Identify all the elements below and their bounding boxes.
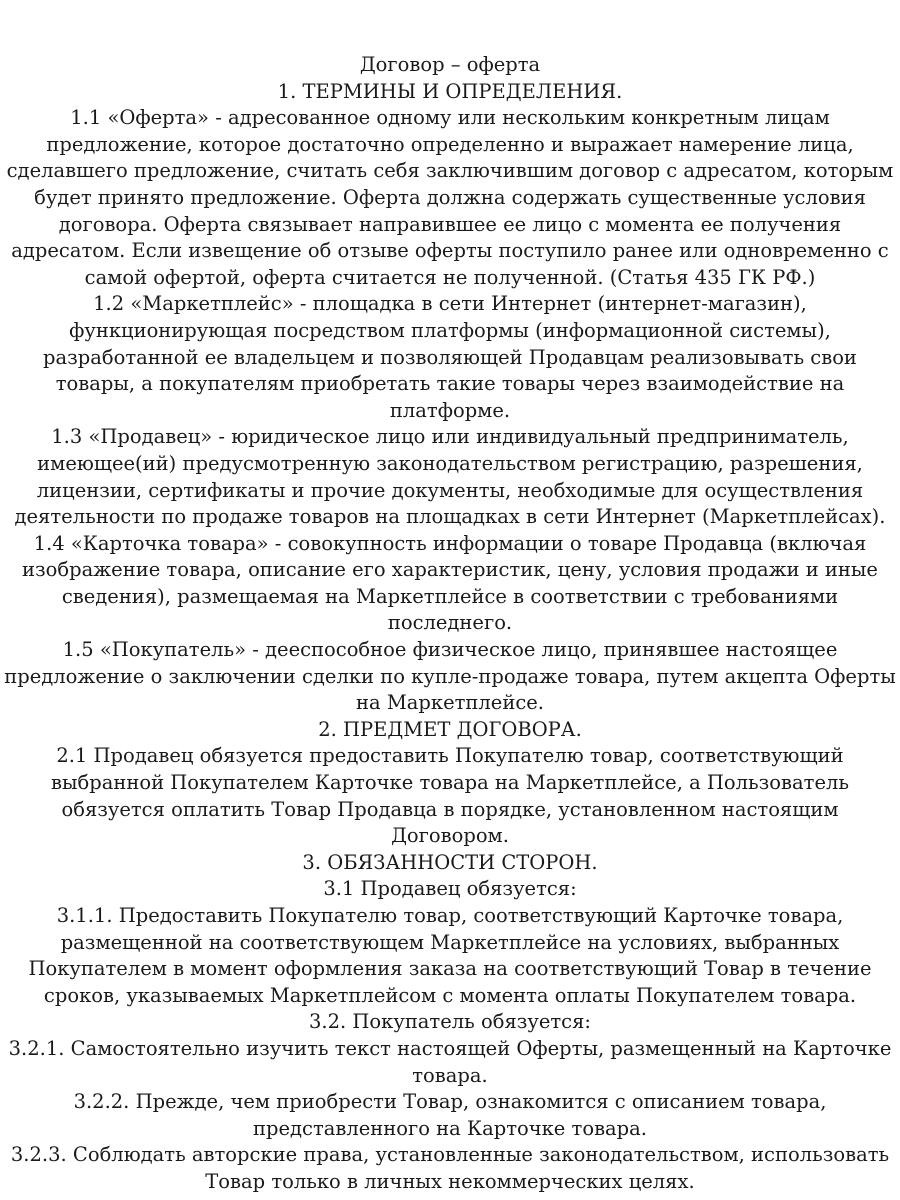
document-title: Договор – оферта [359, 53, 541, 76]
paragraph-3-2-2: 3.2.2. Прежде, чем приобрести Товар, ознакомится с описанием товара, представленного на Карточке товара. [73, 1090, 827, 1140]
paragraph-1-5: 1.5 «Покупатель» - дееспособное физическое лицо, принявшее настоящее предложение о заключении сделки по купле-продаже товара, путем акцепта Оферты на Маркетплейсе. [4, 638, 896, 715]
section-heading-terms: 1. ТЕРМИНЫ И ОПРЕДЕЛЕНИЯ. [277, 79, 623, 103]
paragraph-1-2: 1.2 «Маркетплейс» - площадка в сети Интернет (интернет-магазин), функционирующая посредством платформы (информационной системы), разработанной ее владельцем и позволяющей Продавцам реализовывать свои товары, а покупателям приобретать такие товары через взаимодействие на платформе. [43, 292, 857, 422]
paragraph-1-3: 1.3 «Продавец» - юридическое лицо или индивидуальный предприниматель, имеющее(ий) предусмотренную законодательством регистрацию, разрешения, лицензии, сертификаты и прочие документы, необходимые для осуществления деятельности по продаже товаров на площадках в сети Интернет (Маркетплейсах). [14, 425, 886, 529]
paragraph-1-1: 1.1 «Оферта» - адресованное одному или нескольким конкретным лицам предложение, которое достаточно определенно и выражает намерение лица, сделавшего предложение, считать себя заключившим договор с адресатом, которым будет принято предложение. Оферта должна содержать существенные условия договора. Оферта связывает направившее ее лицо с момента ее получения адресатом. Если извещение об отзыве оферты поступило ранее или одновременно с самой офертой, оферта считается не полученной. (Статья 435 ГК РФ.) [6, 106, 894, 289]
paragraph-3-1: 3.1 Продавец обязуется: [323, 877, 577, 901]
offer-document [0, 52, 900, 1196]
paragraph-3-2-1: 3.2.1. Самостоятельно изучить текст настоящей Оферты, размещенный на Карточке товара. [8, 1036, 892, 1087]
paragraph-3-1-1: 3.1.1. Предоставить Покупателю товар, соответствующий Карточке товара, размещенной на соответствующем Маркетплейсе на условиях, выбранных Покупателем в момент оформления заказа на соответствующий Товар в течение сроков, указываемых Маркетплейсом с момента оплаты Покупателем товара. [28, 904, 872, 1007]
section-heading-obligations: 3. ОБЯЗАННОСТИ СТОРОН. [302, 850, 598, 874]
paragraph-1-4: 1.4 «Карточка товара» - совокупность информации о товаре Продавца (включая изображение товара, описание его характеристик, цену, условия продажи и иные сведения), размещаемая на Маркетплейсе в соответствии с требованиями последнего. [22, 531, 878, 635]
paragraph-2-1: 2.1 Продавец обязуется предоставить Покупателю товар, соответствующий выбранной Покупателем Карточке товара на Маркетплейсе, а Пользователь обязуется оплатить Товар Продавца в порядке, установленном настоящим Договором. [51, 744, 849, 848]
paragraph-3-2-3: 3.2.3. Соблюдать авторские права, установленные законодательством, использовать Товар только в личных некоммерческих целях. [10, 1143, 890, 1193]
section-heading-subject: 2. ПРЕДМЕТ ДОГОВОРА. [318, 717, 582, 741]
paragraph-3-2: 3.2. Покупатель обязуется: [309, 1010, 591, 1034]
